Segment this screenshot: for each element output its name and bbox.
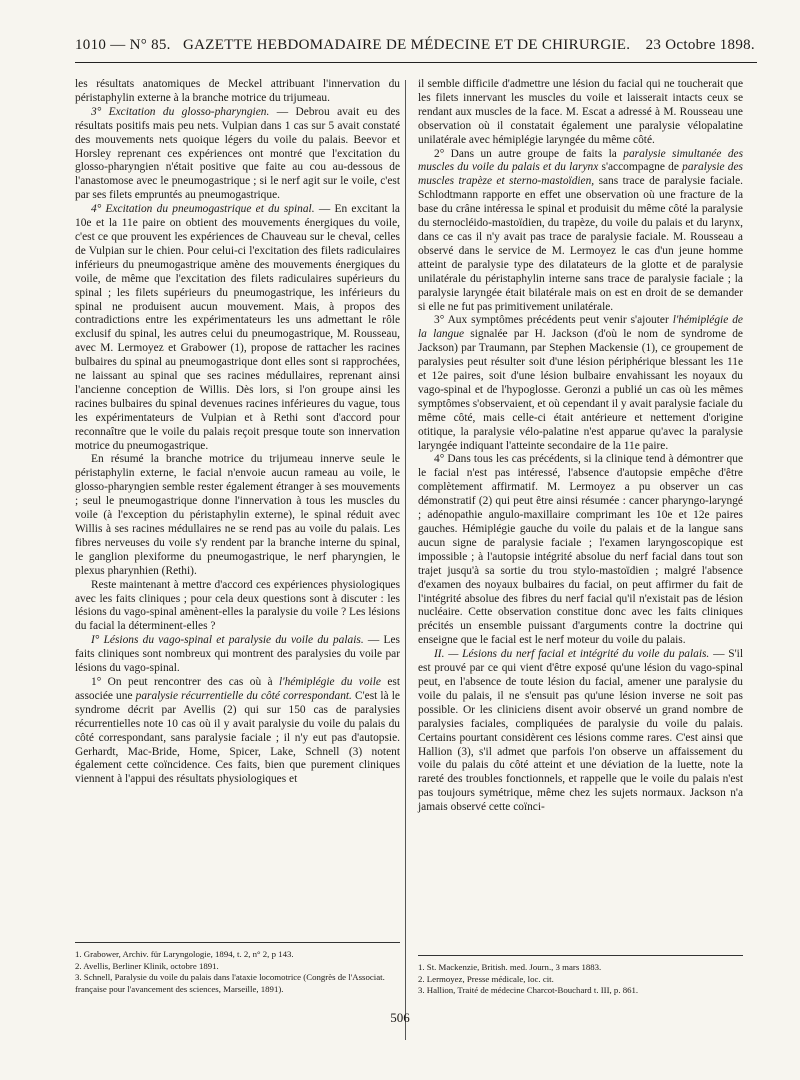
paragraph-text: — En excitant la 10e et la 11e paire on obtient des mouvements énergiques du voile, c'est ce que prouvent les expériences de Chauveau sur le cheval, celles de Vulpian sur le chien. Pour celui-ci l'excitation des filets radiculaires inférieurs du pneumogastrique amène des mouvements énergiques du voile, de même que l'excitation des filets radiculaires supérieurs du spinal ; les filets supérieurs du pneumogastrique, les inférieurs du spinal ne produisent aucun mouvement. Mais, à propos des contradictions entre les expérimentateurs les uns admettant le rôle exclusif du spinal, les autres celui du pneumogastrique, M. Rousseau, avec M. Lermoyez et Grabower (1), propose de rattacher les racines bulbaires du spinal au pneumogastrique dont elles sont si rapprochées, ne laissant au spinal que ses racines médullaires, reprenant ainsi l'ancienne conception de Willis. Dès lors, si l'on groupe ainsi les racines bulbaires du spinal devenues racines inférieures du vague, tous les expérimentateurs de Vulpian et à Rethi sont d'accord pour reconnaître que le voile du palais reçoit presque toute son innervation motrice du pneumogastrique.	[75, 203, 400, 452]
right-footnotes	[418, 955, 743, 997]
issue-date: 23 Octobre 1898.	[645, 37, 755, 53]
footnote: 3. Hallion, Traité de médecine Charcot-Bouchard t. III, p. 861.	[418, 985, 639, 995]
left-column	[75, 78, 400, 787]
footnote: 3. Schnell, Paralysie du voile du palais dans l'ataxie locomotrice (Congrès de l'Associat. française pour l'avancement des sciences, Marseille, 1891).	[75, 972, 385, 994]
paragraph-text: 3° Aux symptômes précédents peut venir s'ajouter	[434, 314, 673, 327]
paragraph	[75, 634, 400, 676]
section-heading: 3° Excitation du glosso-pharyngien.	[91, 105, 270, 118]
italic-term: l'hémiplégie de la langue	[418, 314, 743, 341]
footnote-rule	[75, 942, 400, 943]
paragraph-text: — S'il est prouvé par ce qui vient d'être exposé qu'une lésion du vago-spinal peut, en l'absence de toute lésion du facial, amener une paralysie du voile du palais, il ne s'ensuit pas qu'une lésion inverse ne soit pas possible. Or les cliniciens disent avoir observé un grand nombre de paralysies faciales, compliquées de paralysie du voile du palais. Certains pourtant considèrent ces lésions comme rares. C'est ainsi que Hallion (3), s'il admet que parfois l'on observe un affaissement du voile du palais du côté atteint et une déviation de la luette, note la rareté des troubles fonctionnels, et rappelle que le voile du palais n'est pas toujours symétrique, même chez les sujets normaux. Jackson n'a jamais observé cette coïnci-	[418, 648, 743, 814]
header-rule	[75, 62, 757, 63]
left-footnotes	[75, 942, 400, 995]
page-number: 506	[390, 1010, 410, 1025]
paragraph: Reste maintenant à mettre d'accord ces expériences physiologiques avec les faits cliniques ; pour cela deux questions sont à discuter : les lésions du vago-spinal amènent-elles la paralysie du voile ? Les lésions du facial la déterminent-elles ?	[75, 578, 400, 633]
paragraph: 4° Dans tous les cas précédents, si la clinique tend à démontrer que le facial n'est pas intéressé, l'absence d'autopsie empêche d'être complètement affirmatif. M. Lermoyez a pu observer un cas démonstratif (2) qui peut être ainsi résumée : cancer pharyngo-laryngé ; adénopathie angulo-maxillaire comprimant les 10e et 12e paires gauches. Hémiplégie gauche du voile du palais et de la langue sans aucun signe de paralysie faciale ; l'examen laryngoscopique est impossible ; à l'autopsie intégrité absolue du nerf facial dans tout son trajet jusqu'à sa sortie du trou stylo-mastoïdien ; malgré l'absence d'examen des noyaux bulbaires du facial, on peut affirmer du fait de l'intégrité absolue des fibres du nerf facial qu'il n'existait pas de lésion nucléaire. Cette observation constitue donc avec les faits cliniques précités un ensemble puissant d'arguments contre la doctrine qui enseigne que le facial est le nerf moteur du voile du palais.	[418, 453, 743, 647]
paragraph-text: sans trace de paralysie faciale. Schlodtmann rapporte en effet une observation où une fracture de la base du crâne intéressa le spinal et produisit du même côté la paralysie du sternocléido-mastoïdien, du trapèze, du voile du palais et du larynx, dans ce cas il n'y avait pas trace de paralysie faciale. M. Rousseau a observé dans le service de M. Lermoyez le cas d'un jeune homme atteint de paralysie type des dilatateurs de la glotte et de paralysie unilatérale du péristaphylin interne sans trace de paralysie faciale ; la paralysie laryngée était bilatérale mais on est en droit de se demander si elle ne fut pas primitivement unilatérale.	[418, 175, 743, 313]
paragraph: il semble difficile d'admettre une lésion du facial qui ne toucherait que les filets innervant les muscles du voile et laisserait intacts ceux se rendant aux muscles de la face. M. Escat a adressé à M. Rousseau une observation où il constatait également une paralysie vélopalatine unilatérale avec hémiplégie laryngée du même côté.	[418, 78, 743, 146]
journal-title: GAZETTE HEBDOMADAIRE DE MÉDECINE ET DE CHIRURGIE.	[183, 37, 631, 53]
paragraph-text: — Debrou avait eu des résultats positifs mais peu nets. Vulpian dans 1 cas sur 5 avait constaté des mouvements nets quoique légers du voile du palais. Beevor et Horsley reprenant ces expériences ont montré que l'excitation du glosso-pharyngien n'était positive que faite au cou au-dessous de l'anastomose avec le pneumogastrique ; si le nerf agit sur le voile, c'est par ses filets empruntés au pneumogastrique.	[75, 105, 400, 202]
paragraph: les résultats anatomiques de Meckel attribuant l'innervation du péristaphylin externe à la branche motrice du trijumeau.	[75, 78, 400, 104]
right-column	[418, 78, 743, 815]
paragraph-text: 1° On peut rencontrer des cas où à	[91, 675, 280, 688]
paragraph-text: 2° Dans un autre groupe de faits la	[434, 147, 624, 160]
page-reference: 1010 — N° 85.	[75, 37, 171, 53]
section-heading: II. — Lésions du nerf facial et intégrité du voile du palais.	[434, 648, 710, 661]
paragraph	[418, 148, 743, 315]
running-header	[75, 37, 755, 57]
paragraph	[418, 648, 743, 815]
footnote: 2. Avellis, Berliner Klinik, octobre 1891.	[75, 960, 219, 971]
italic-term: paralysie des muscles trapèze et sterno-mastoïdien,	[418, 161, 743, 188]
paragraph-text: est associée une	[75, 675, 400, 702]
section-heading: 4° Excitation du pneumogastrique et du spinal.	[91, 203, 315, 216]
paragraph	[75, 106, 400, 203]
paragraph-text: signalée par H. Jackson (d'où le nom de syndrome de Jackson) par Traumann, par Stephen Mackensie (1), ce groupement de paralysies peut résulter soit d'une lésion périphérique blessant les 11e et 12e paires, soit d'une lésion bulbaire envahissant les noyaux du vago-spinal et de l'hypoglosse. Geronzi a publié un cas où les mêmes symptômes s'observaient, et où cependant il y avait paralysie faciale du même côté, mais celle-ci était antérieure et nettement d'origine otitique, la paralysie vélo-palatine n'est apparue qu'avec la paralysie laryngée indiquant l'atteinte secondaire de la 11e paire.	[418, 328, 743, 452]
paragraph	[418, 314, 743, 453]
footnote: 2. Lermoyez, Presse médicale, loc. cit.	[418, 973, 554, 984]
italic-term: paralysie récurrentielle du côté correspondant.	[135, 689, 352, 702]
footnote: 1. St. Mackenzie, British. med. Journ., 3 mars 1883.	[418, 962, 602, 972]
section-heading: I° Lésions du vago-spinal et paralysie du voile du palais.	[91, 634, 364, 647]
italic-term: l'hémiplégie du voile	[279, 675, 381, 688]
footnote: 1. Grabower, Archiv. für Laryngologie, 1894, t. 2, n° 2, p 143.	[75, 949, 294, 959]
footnote-rule	[418, 955, 743, 956]
paragraph	[75, 676, 400, 787]
paragraph: En résumé la branche motrice du trijumeau innerve seule le péristaphylin externe, le facial n'envoie aucun rameau au voile, le glosso-pharyngien semble rester également étranger à ses mouvements ; seul le pneumogastrique donne l'innervation à tous les muscles du voile (à l'exception du péristaphylin externe), le spinal réduit avec Willis à ses racines médullaires ne se rend pas au voile du palais. Les fibres nerveuses du voile s'y rendent par la branche interne du spinal, le ganglion plexiforme du pneumogastrique, le nerf pharyngien, le plexus pharynhien (Rethi).	[75, 453, 400, 577]
paragraph-text: s'accompagne de	[598, 161, 683, 174]
italic-term: paralysie simultanée des muscles du voile du palais et du larynx	[418, 147, 743, 174]
column-divider	[405, 80, 406, 1040]
paragraph	[75, 203, 400, 453]
paragraph-text: C'est là le syndrome décrit par Avellis (2) qui sur 150 cas de paralysies récurrentielles note 10 cas où il y avait paralysie du voile du palais du côté correspondant, sans paralysie faciale ; il n'y eut pas d'autopsie. Gerhardt, Mac-Bride, Home, Spicer, Lake, Schnell (3) notent également cette coïncidence. Ces faits, bien que purement cliniques viennent à l'appui des résultats physiologiques et	[75, 689, 400, 786]
paragraph-text: — Les faits cliniques sont nombreux qui montrent des paralysies du voile par lésions du vago-spinal.	[75, 634, 400, 675]
